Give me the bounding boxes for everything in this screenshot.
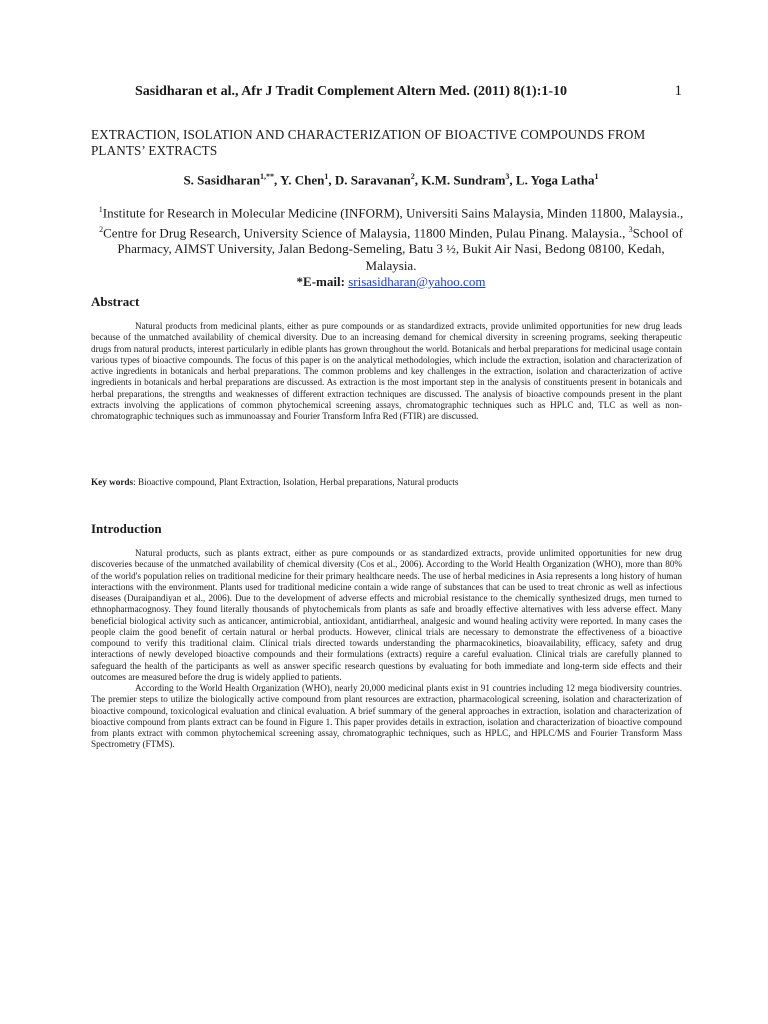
abstract-body <box>91 321 682 422</box>
author-name: Y. Chen <box>280 172 325 188</box>
author-separator: , <box>328 172 335 188</box>
abstract-heading: Abstract <box>91 294 140 309</box>
email-label: *E-mail: <box>296 273 345 289</box>
author-affiliation-mark: 1 <box>594 172 599 181</box>
author-separator: , <box>414 172 422 188</box>
page-number: 1 <box>674 83 682 99</box>
affiliation-3: School of Pharmacy, AIMST University, Jalan Bedong-Semeling, Batu 3 ½, Bukit Air Nasi, Bedong 08100, Kedah, Malaysia. <box>117 224 683 273</box>
keywords-text: : Bioactive compound, Plant Extraction, Isolation, Herbal preparations, Natural products <box>133 477 459 487</box>
affiliation-mark: 2 <box>99 224 104 234</box>
introduction-paragraph-1: Natural products, such as plants extract, either as pure compounds or as standardized extracts, provide unlimited opportunities for new drug discoveries because of the unmatched availability of chemical diversity (Cos et al., 2006). According to the World Health Organization (WHO), more than 80% of the world's population relies on traditional medicine for their primary healthcare needs. The use of herbal medicines in Asia represents a long history of human interactions with the environment. Plants used for traditional medicine contain a wide range of substances that can be used to treat chronic as well as infectious diseases (Duraipandiyan et al., 2006). Due to the development of adverse effects and microbial resistance to the chemically synthesized drugs, men turned to ethnopharmacognosy. They found literally thousands of phytochemicals from plants as safe and broadly effective alternatives with less adverse effect. Many beneficial biological activity such as anticancer, antimicrobial, antioxidant, antidiarrheal, analgesic and wound healing activity were reported. In many cases the people claim the good benefit of certain natural or herbal products. However, clinical trials are necessary to demonstrate the effectiveness of a bioactive compound to verify this traditional claim. Clinical trials directed towards understanding the pharmacokinetics, bioavailability, efficacy, safety and drug interactions of newly developed bioactive compounds and their formulations (extracts) require a careful evaluation. Clinical trials are carefully planned to safeguard the health of the participants as well as answer specific research questions by evaluating for both immediate and long-term side effects and their outcomes are measured before the drug is widely applied to patients. <box>91 548 682 682</box>
author-name: K.M. Sundram <box>421 172 506 188</box>
affiliation-2: Centre for Drug Research, University Science of Malaysia, 11800 Minden, Pulau Pinang. Malaysia., <box>103 224 629 240</box>
affiliation-mark: 1 <box>98 205 103 214</box>
author-name: S. Sasidharan <box>183 172 261 188</box>
author-name: L. Yoga Latha <box>515 172 595 188</box>
keywords-label: Key words <box>91 477 134 487</box>
affiliation-1: Institute for Research in Molecular Medicine (INFORM), Universiti Sains Malaysia, Minden 11800, Malaysia., <box>102 205 684 221</box>
affiliations <box>91 202 691 290</box>
affiliation-mark: 3 <box>628 224 633 234</box>
email-link[interactable]: srisasidharan@yahoo.com <box>348 273 486 289</box>
author-affiliation-mark: 1,** <box>260 172 275 181</box>
introduction-heading: Introduction <box>91 521 162 536</box>
keywords <box>91 477 682 487</box>
author-affiliation-mark: 1 <box>324 172 329 181</box>
author-separator: , <box>509 172 516 188</box>
running-header <box>135 84 682 104</box>
author-list <box>91 172 691 188</box>
introduction-body <box>91 548 682 751</box>
journal-citation: Sasidharan et al., Afr J Tradit Complement Altern Med. (2011) 8(1):1-10 <box>135 84 568 99</box>
author-name: D. Saravanan <box>334 172 411 188</box>
author-affiliation-mark: 2 <box>410 172 415 181</box>
paper-title: EXTRACTION, ISOLATION AND CHARACTERIZATION OF BIOACTIVE COMPOUNDS FROM PLANTS’ EXTRACTS <box>91 127 646 158</box>
introduction-paragraph-2: According to the World Health Organization (WHO), nearly 20,000 medicinal plants exist in 91 countries including 12 mega biodiversity countries. The premier steps to utilize the biologically active compound from plant resources are extraction, pharmacological screening, isolation and characterization of bioactive compound, toxicological evaluation and clinical evaluation. A brief summary of the general approaches in extraction, isolation and characterization of bioactive compound from plants extract can be found in Figure 1. This paper provides details in extraction, isolation and characterization of bioactive compound from plants extract with common phytochemical screening assay, chromatographic techniques, such as HPLC, and HPLC/MS and Fourier Transform Mass Spectrometry (FTMS). <box>91 683 682 750</box>
author-affiliation-mark: 3 <box>505 172 510 181</box>
author-separator: , <box>274 172 281 188</box>
abstract-paragraph: Natural products from medicinal plants, either as pure compounds or as standardized extracts, provide unlimited opportunities for new drug leads because of the unmatched availability of chemical diversity. Due to an increasing demand for chemical diversity in screening programs, seeking therapeutic drugs from natural products, interest particularly in edible plants has grown throughout the world. Botanicals and herbal preparations for medicinal usage contain various types of bioactive compounds. The focus of this paper is on the analytical methodologies, which include the extraction, isolation and characterization of active ingredients in botanicals and herbal preparations. The common problems and key challenges in the extraction, isolation and characterization of active ingredients in botanicals and herbal preparations are discussed. As extraction is the most important step in the analysis of constituents present in botanicals and herbal preparations, the strengths and weaknesses of different extraction techniques are discussed. The analysis of bioactive compounds present in the plant extracts involving the applications of common phytochemical screening assays, chromatographic techniques such as HPLC and, TLC as well as non-chromatographic techniques such as immunoassay and Fourier Transform Infra Red (FTIR) are discussed. <box>91 321 682 421</box>
